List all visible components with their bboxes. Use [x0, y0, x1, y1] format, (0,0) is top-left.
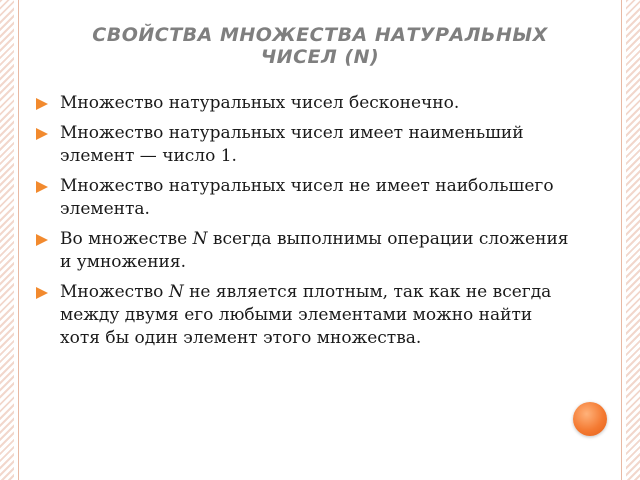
- bullet-item: [36, 228, 576, 274]
- bullet-item: [36, 281, 576, 350]
- frame-line-right: [621, 0, 622, 480]
- bullet-text: Во множестве N всегда выполнимы операции сложения и умножения.: [60, 229, 569, 272]
- bullet-text: Множество натуральных чисел бесконечно.: [60, 93, 460, 113]
- bullet-arrow-icon: [36, 234, 48, 246]
- bullet-text: Множество натуральных чисел не имеет наибольшего элемента.: [60, 176, 554, 219]
- bullet-item: [36, 122, 576, 168]
- bullet-item: [36, 92, 576, 115]
- bullet-arrow-icon: [36, 128, 48, 140]
- bullet-item: [36, 175, 576, 221]
- bullet-text: Множество натуральных чисел имеет наименьший элемент — число 1.: [60, 123, 524, 166]
- bullet-text: Множество N не является плотным, так как не всегда между двумя его любыми элементами можно найти хотя бы один элемент этого множества.: [60, 282, 552, 348]
- decorative-border-left: [0, 0, 14, 480]
- bullet-arrow-icon: [36, 98, 48, 110]
- bullet-list: [36, 92, 576, 357]
- decorative-border-right: [626, 0, 640, 480]
- slide-title-line-1: СВОЙСТВА МНОЖЕСТВА НАТУРАЛЬНЫХ: [92, 24, 548, 46]
- bullet-arrow-icon: [36, 287, 48, 299]
- slide-title-line-2: ЧИСЕЛ (N): [260, 46, 380, 68]
- bullet-arrow-icon: [36, 181, 48, 193]
- frame-line-left: [18, 0, 19, 480]
- slide-title: [40, 24, 600, 68]
- orange-circle-decoration: [573, 402, 607, 436]
